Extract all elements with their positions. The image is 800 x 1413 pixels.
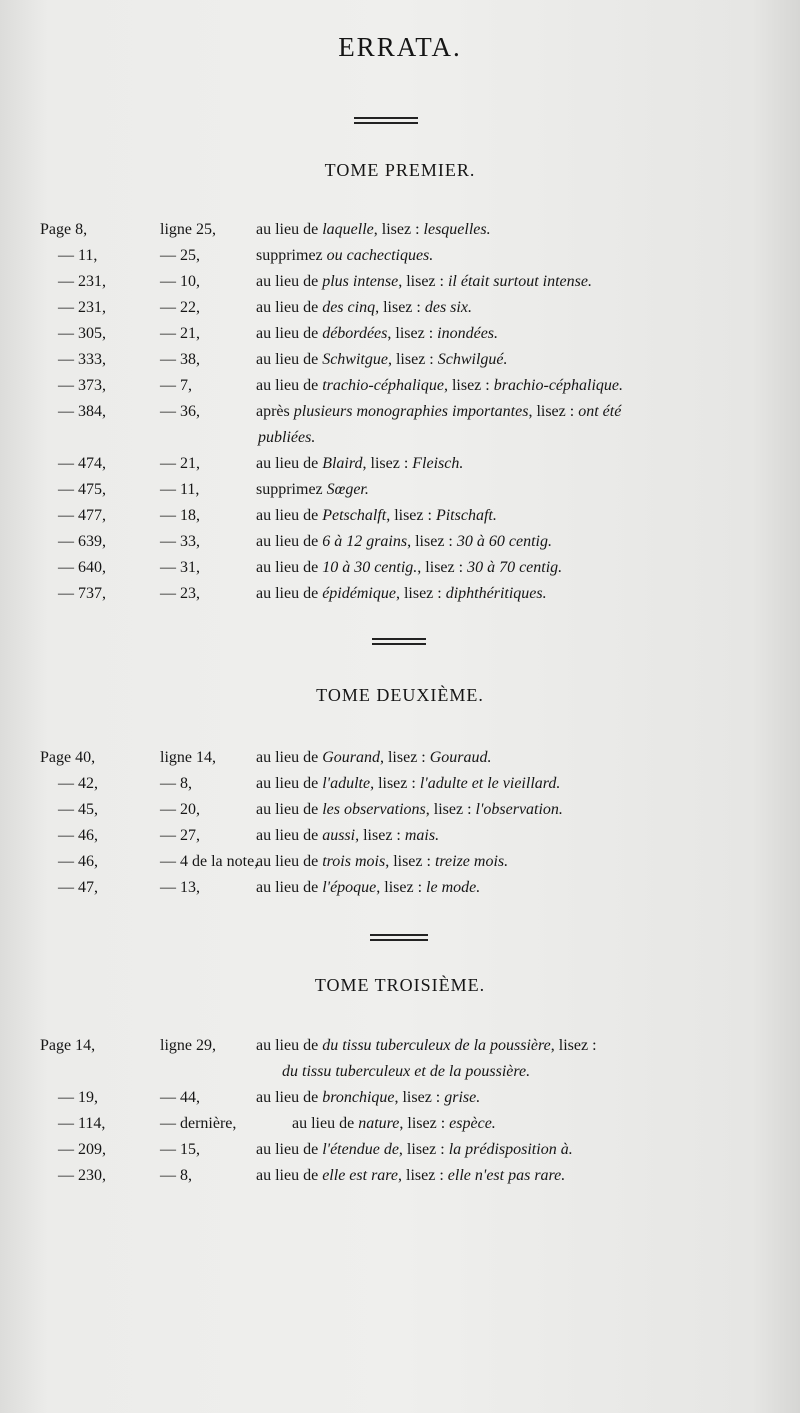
corrected-text: Gouraud. <box>429 749 492 766</box>
correction-phrase <box>256 243 433 269</box>
page-ref: — 373, <box>58 377 106 394</box>
instruction: supprimez <box>256 481 323 498</box>
correction-phrase <box>256 1085 480 1111</box>
instruction: au lieu de <box>256 507 319 524</box>
correction-phrase <box>256 1137 573 1163</box>
erroneous-text: Gourand <box>322 749 380 766</box>
lisez-label: , lisez : <box>379 749 426 766</box>
correction-phrase <box>256 771 560 797</box>
corrected-text: inondées. <box>437 325 499 342</box>
lisez-label: , lisez : <box>550 1037 597 1054</box>
corrected-text: la prédisposition à. <box>448 1141 573 1158</box>
line-ref: — 23, <box>160 585 200 602</box>
line-ref: — 27, <box>160 827 200 844</box>
erroneous-text: l'étendue de <box>322 1141 399 1158</box>
erroneous-text: Petschalft <box>322 507 387 524</box>
line-ref: ligne 29, <box>160 1037 216 1054</box>
line-ref: — 7, <box>160 377 192 394</box>
corrected-text: diphthéritiques. <box>445 585 547 602</box>
title-rule <box>354 117 418 124</box>
line-ref: — 21, <box>160 455 200 472</box>
page-ref: — 11, <box>58 247 98 264</box>
line-ref: — 15, <box>160 1141 200 1158</box>
erroneous-text: plus intense <box>322 273 399 290</box>
section-heading: TOME TROISIÈME. <box>314 975 486 995</box>
page-ref: — 46, <box>58 853 98 870</box>
correction-phrase <box>256 745 492 771</box>
erroneous-text: l'adulte <box>322 775 371 792</box>
page-ref: — 47, <box>58 879 98 896</box>
erroneous-text: laquelle <box>322 221 374 238</box>
erroneous-text: 10 à 30 centig. <box>322 559 418 576</box>
page-ref: — 231, <box>58 299 106 316</box>
page-ref: — 19, <box>58 1089 98 1106</box>
correction-phrase <box>256 477 369 503</box>
corrected-text: il était surtout intense. <box>447 273 592 290</box>
erroneous-text: trois mois <box>322 853 386 870</box>
page-ref: — 477, <box>58 507 106 524</box>
erroneous-text: débordées <box>322 325 388 342</box>
lisez-label: , lisez : <box>385 853 431 870</box>
errata-row <box>0 477 800 503</box>
errata-row <box>0 347 800 373</box>
erroneous-text: 6 à 12 grains <box>322 533 408 550</box>
correction-phrase <box>256 1163 565 1189</box>
instruction: au lieu de <box>256 1037 319 1054</box>
corrected-text: Fleisch. <box>412 455 464 472</box>
errata-row <box>0 849 800 875</box>
errata-row <box>0 451 800 477</box>
corrected-text: grise. <box>444 1089 481 1106</box>
erroneous-text: aussi <box>322 827 356 844</box>
correction-phrase <box>256 321 498 347</box>
page-ref: — 114, <box>58 1115 106 1132</box>
line-ref: — 18, <box>160 507 200 524</box>
line-ref: ligne 14, <box>160 749 216 766</box>
errata-row <box>0 823 800 849</box>
lisez-label: , lisez : <box>375 299 421 316</box>
line-ref: ligne 25, <box>160 221 216 238</box>
corrected-text: l'observation. <box>475 801 563 818</box>
correction-phrase <box>256 823 439 849</box>
corrected-text: 30 à 70 centig. <box>467 559 563 576</box>
corrected-text: des six. <box>424 299 472 316</box>
erroneous-text: ou cachectiques. <box>326 247 434 264</box>
line-ref: — 36, <box>160 403 200 420</box>
page-ref: — 640, <box>58 559 106 576</box>
line-ref: — 13, <box>160 879 200 896</box>
section-heading: TOME PREMIER. <box>324 160 476 180</box>
errata-row <box>0 503 800 529</box>
erroneous-text: nature <box>358 1115 400 1132</box>
lisez-label: , lisez : <box>373 221 420 238</box>
instruction: au lieu de <box>256 827 319 844</box>
line-ref: — 8, <box>160 1167 192 1184</box>
line-ref: — 11, <box>160 481 200 498</box>
corrected-text: brachio-céphalique. <box>493 377 624 394</box>
instruction: supprimez <box>256 247 323 264</box>
lisez-label: , lisez : <box>425 801 472 818</box>
errata-row <box>0 771 800 797</box>
correction-phrase <box>256 399 621 425</box>
corrected-text: ont été <box>578 403 622 420</box>
page-title: ERRATA. <box>338 32 462 62</box>
instruction: au lieu de <box>256 775 319 792</box>
lisez-label: , lisez : <box>528 403 575 420</box>
corrected-text: mais. <box>404 827 440 844</box>
instruction: au lieu de <box>256 1141 319 1158</box>
erroneous-text: du tissu tuberculeux de la poussière <box>322 1037 551 1054</box>
corrected-text: l'adulte et le vieillard. <box>419 775 561 792</box>
instruction: au lieu de <box>256 455 319 472</box>
page-ref: Page 14, <box>40 1037 96 1054</box>
page-ref: — 475, <box>58 481 106 498</box>
line-ref: — 33, <box>160 533 200 550</box>
page-ref: — 474, <box>58 455 106 472</box>
instruction: au lieu de <box>292 1115 355 1132</box>
page-ref: — 333, <box>58 351 106 368</box>
errata-row <box>0 1137 800 1163</box>
instruction: au lieu de <box>256 1167 319 1184</box>
instruction: au lieu de <box>256 299 319 316</box>
errata-row <box>0 1111 800 1137</box>
errata-row <box>0 217 800 243</box>
errata-row <box>0 1163 800 1189</box>
line-ref: — dernière, <box>160 1115 237 1132</box>
erroneous-text: Schwitgue <box>322 351 388 368</box>
section-heading: TOME DEUXIÈME. <box>316 685 484 705</box>
line-ref: — 21, <box>160 325 200 342</box>
lisez-label: , lisez : <box>355 827 401 844</box>
corrected-text-continuation: publiées. <box>258 429 316 446</box>
erroneous-text: elle est rare <box>322 1167 399 1184</box>
instruction: au lieu de <box>256 559 319 576</box>
instruction: au lieu de <box>256 853 319 870</box>
section-rule <box>372 638 426 645</box>
section-rule <box>370 934 428 941</box>
correction-phrase <box>256 529 552 555</box>
erroneous-text: épidémique <box>322 585 396 602</box>
errata-row <box>0 373 800 399</box>
correction-phrase <box>256 581 547 607</box>
correction-phrase <box>256 451 463 477</box>
lisez-label: , lisez : <box>398 273 444 290</box>
erroneous-text: les observations <box>322 801 426 818</box>
corrected-text-continuation: du tissu tuberculeux et de la poussière. <box>282 1063 531 1080</box>
lisez-label: , lisez : <box>387 351 434 368</box>
erroneous-text: Sœger. <box>326 481 369 498</box>
instruction: après <box>256 403 290 420</box>
instruction: au lieu de <box>256 273 319 290</box>
lisez-label: , lisez : <box>387 325 434 342</box>
line-ref: — 44, <box>160 1089 200 1106</box>
line-ref: — 25, <box>160 247 200 264</box>
instruction: au lieu de <box>256 585 319 602</box>
correction-phrase <box>256 875 480 901</box>
lisez-label: , lisez : <box>417 559 464 576</box>
lisez-label: , lisez : <box>398 1167 444 1184</box>
instruction: au lieu de <box>256 801 319 818</box>
correction-phrase <box>256 503 497 529</box>
errata-row <box>0 399 800 425</box>
instruction: au lieu de <box>256 377 319 394</box>
lisez-label: , lisez : <box>398 1141 445 1158</box>
erroneous-text: l'époque <box>322 879 377 896</box>
lisez-label: , lisez : <box>362 455 409 472</box>
page-ref: Page 40, <box>40 749 96 766</box>
instruction: au lieu de <box>256 879 319 896</box>
correction-phrase <box>292 1111 496 1137</box>
instruction: au lieu de <box>256 325 319 342</box>
line-ref: — 22, <box>160 299 200 316</box>
errata-row <box>0 555 800 581</box>
page-ref: — 737, <box>58 585 106 602</box>
instruction: au lieu de <box>256 351 319 368</box>
errata-row <box>0 1085 800 1111</box>
errata-row <box>0 321 800 347</box>
instruction: au lieu de <box>256 533 319 550</box>
erroneous-text: Blaird <box>322 455 363 472</box>
corrected-text: elle n'est pas rare. <box>447 1167 566 1184</box>
errata-row <box>0 529 800 555</box>
erroneous-text: plusieurs monographies importantes <box>293 403 529 420</box>
errata-row <box>0 797 800 823</box>
line-ref: — 8, <box>160 775 192 792</box>
instruction: au lieu de <box>256 749 319 766</box>
instruction: au lieu de <box>256 221 319 238</box>
correction-phrase <box>256 797 563 823</box>
lisez-label: , lisez : <box>399 1115 446 1132</box>
line-ref: — 31, <box>160 559 200 576</box>
lisez-label: , lisez : <box>386 507 432 524</box>
corrected-text: treize mois. <box>434 853 509 870</box>
lisez-label: , lisez : <box>443 377 490 394</box>
lisez-label: , lisez : <box>394 1089 441 1106</box>
page-ref: — 209, <box>58 1141 106 1158</box>
line-ref: — 20, <box>160 801 200 818</box>
erroneous-text: bronchique <box>322 1089 395 1106</box>
correction-phrase <box>256 373 623 399</box>
corrected-text: le mode. <box>426 879 481 896</box>
errata-row <box>0 295 800 321</box>
page-ref: — 46, <box>58 827 98 844</box>
corrected-text: 30 à 60 centig. <box>456 533 552 550</box>
errata-row <box>0 269 800 295</box>
lisez-label: , lisez : <box>376 879 423 896</box>
erroneous-text: des cinq <box>322 299 376 316</box>
page-ref: — 45, <box>58 801 98 818</box>
correction-phrase <box>256 217 491 243</box>
correction-phrase <box>256 269 592 295</box>
lisez-label: , lisez : <box>370 775 416 792</box>
line-ref: — 4 de la note, <box>160 853 259 870</box>
page-ref: Page 8, <box>40 221 88 238</box>
lisez-label: , lisez : <box>395 585 442 602</box>
errata-row <box>0 875 800 901</box>
page-ref: — 230, <box>58 1167 106 1184</box>
page-ref: — 42, <box>58 775 98 792</box>
line-ref: — 10, <box>160 273 200 290</box>
page-ref: — 639, <box>58 533 106 550</box>
page-ref: — 231, <box>58 273 106 290</box>
corrected-text: Pitschaft. <box>435 507 497 524</box>
erroneous-text: trachio-céphalique <box>322 377 444 394</box>
correction-phrase <box>256 1033 597 1059</box>
correction-phrase <box>256 849 508 875</box>
lisez-label: , lisez : <box>407 533 453 550</box>
line-ref: — 38, <box>160 351 200 368</box>
correction-phrase <box>256 347 508 373</box>
corrected-text: Schwilgué. <box>437 351 508 368</box>
errata-row <box>0 581 800 607</box>
correction-phrase <box>256 295 472 321</box>
correction-phrase <box>256 555 562 581</box>
page-ref: — 384, <box>58 403 106 420</box>
instruction: au lieu de <box>256 1089 319 1106</box>
corrected-text: lesquelles. <box>423 221 491 238</box>
page-ref: — 305, <box>58 325 106 342</box>
corrected-text: espèce. <box>449 1115 496 1132</box>
errata-row <box>0 243 800 269</box>
errata-row <box>0 1033 800 1059</box>
errata-row <box>0 745 800 771</box>
